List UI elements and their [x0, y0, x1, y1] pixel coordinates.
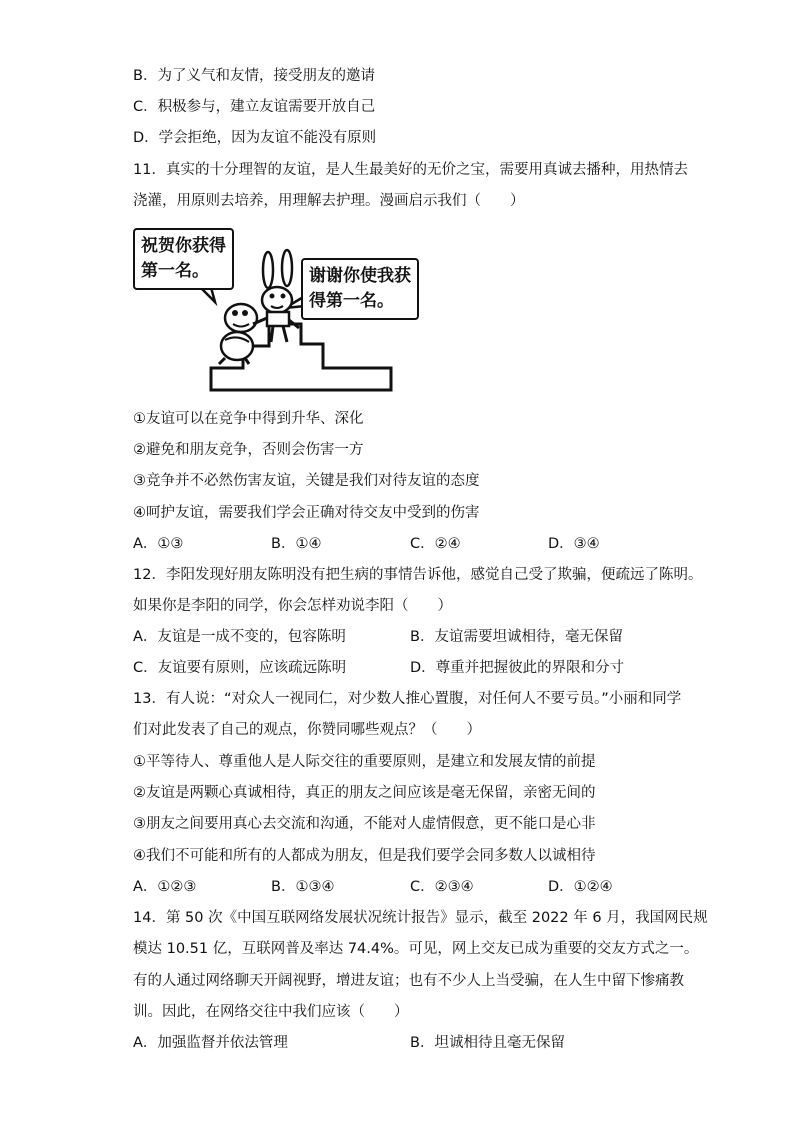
q13-option-d: D．①②④ — [548, 879, 613, 895]
q11-comic — [133, 222, 423, 400]
q12-option-d: D．尊重并把握彼此的界限和分寸 — [410, 660, 625, 676]
speech-bubble-right-line2: 得第一名。 — [309, 291, 394, 311]
q11-stem-line1: 11．真实的十分理智的友谊，是人生最美好的无价之宝，需要用真诚去播种，用热情去 — [133, 162, 688, 178]
q14-stem-line1: 14．第 50 次《中国互联网络发展状况统计报告》显示，截至 2022 年 6 月，我国网民规 — [133, 910, 708, 926]
q12-option-a: A．友谊是一成不变的，包容陈明 — [133, 629, 346, 645]
q12-stem-line1: 12．李阳发现好朋友陈明没有把生病的事情告诉他，感觉自己受了欺骗，便疏远了陈明。 — [133, 567, 703, 583]
q13-option-c: C．②③④ — [410, 879, 474, 895]
q13-stem-line2: 们对此发表了自己的观点，你赞同哪些观点？（ ） — [133, 722, 481, 738]
q10-option-d: D．学会拒绝，因为友谊不能没有原则 — [133, 130, 377, 146]
q11-option-d: D．③④ — [548, 536, 600, 552]
q12-option-b: B．友谊需要坦诚相待，毫无保留 — [410, 629, 623, 645]
q13-statement-1: ①平等待人、尊重他人是人际交往的重要原则，是建立和发展友情的前提 — [133, 754, 596, 770]
speech-bubble-left-line2: 第一名。 — [141, 261, 209, 281]
q13-statement-3: ③朋友之间要用真心去交流和沟通，不能对人虚情假意，更不能口是心非 — [133, 816, 596, 832]
q11-option-a: A．①③ — [133, 536, 184, 552]
q11-statement-4: ④呵护友谊，需要我们学会正确对待交友中受到的伤害 — [133, 505, 480, 521]
q14-option-b: B．坦诚相待且毫无保留 — [410, 1035, 565, 1051]
q14-option-a: A．加强监督并依法管理 — [133, 1035, 288, 1051]
q14-stem-line4: 训。因此，在网络交往中我们应该（ ） — [133, 1004, 409, 1020]
q12-option-c: C．友谊要有原则，应该疏远陈明 — [133, 660, 347, 676]
q11-statement-2: ②避免和朋友竞争，否则会伤害一方 — [133, 442, 364, 458]
q14-stem-line2: 模达 10.51 亿，互联网普及率达 74.4%。可见，网上交友已成为重要的交友方式之一。 — [133, 941, 699, 957]
q11-statement-1: ①友谊可以在竞争中得到升华、深化 — [133, 411, 364, 427]
q10-option-b: B．为了义气和友情，接受朋友的邀请 — [133, 68, 375, 84]
speech-bubble-right — [301, 258, 419, 320]
q14-stem-line3: 有的人通过网络聊天开阔视野，增进友谊；也有不少人上当受骗，在人生中留下惨痛教 — [133, 973, 684, 989]
q11-statement-3: ③竞争并不必然伤害友谊，关键是我们对待友谊的态度 — [133, 473, 480, 489]
speech-bubble-left — [133, 228, 234, 290]
q12-stem-line2: 如果你是李阳的同学，你会怎样劝说李阳（ ） — [133, 598, 452, 614]
q13-stem-line1: 13．有人说：“对众人一视同仁，对少数人推心置腹，对任何人不要亏员。”小丽和同学 — [133, 691, 682, 707]
speech-bubble-left-line1: 祝贺你获得 — [141, 236, 226, 256]
q13-option-b: B．①③④ — [271, 879, 335, 895]
q11-option-c: C．②④ — [410, 536, 461, 552]
q11-stem-line2: 浇灌，用原则去培养，用理解去护理。漫画启示我们（ ） — [133, 193, 525, 209]
q13-statement-4: ④我们不可能和所有的人都成为朋友，但是我们要学会同多数人以诚相待 — [133, 848, 596, 864]
q11-option-b: B．①④ — [271, 536, 322, 552]
q13-statement-2: ②友谊是两颗心真诚相待，真正的朋友之间应该是毫无保留，亲密无间的 — [133, 785, 596, 801]
speech-bubble-right-line1: 谢谢你使我获 — [309, 266, 411, 286]
q13-option-a: A．①②③ — [133, 879, 197, 895]
q10-option-c: C．积极参与，建立友谊需要开放自己 — [133, 99, 376, 115]
